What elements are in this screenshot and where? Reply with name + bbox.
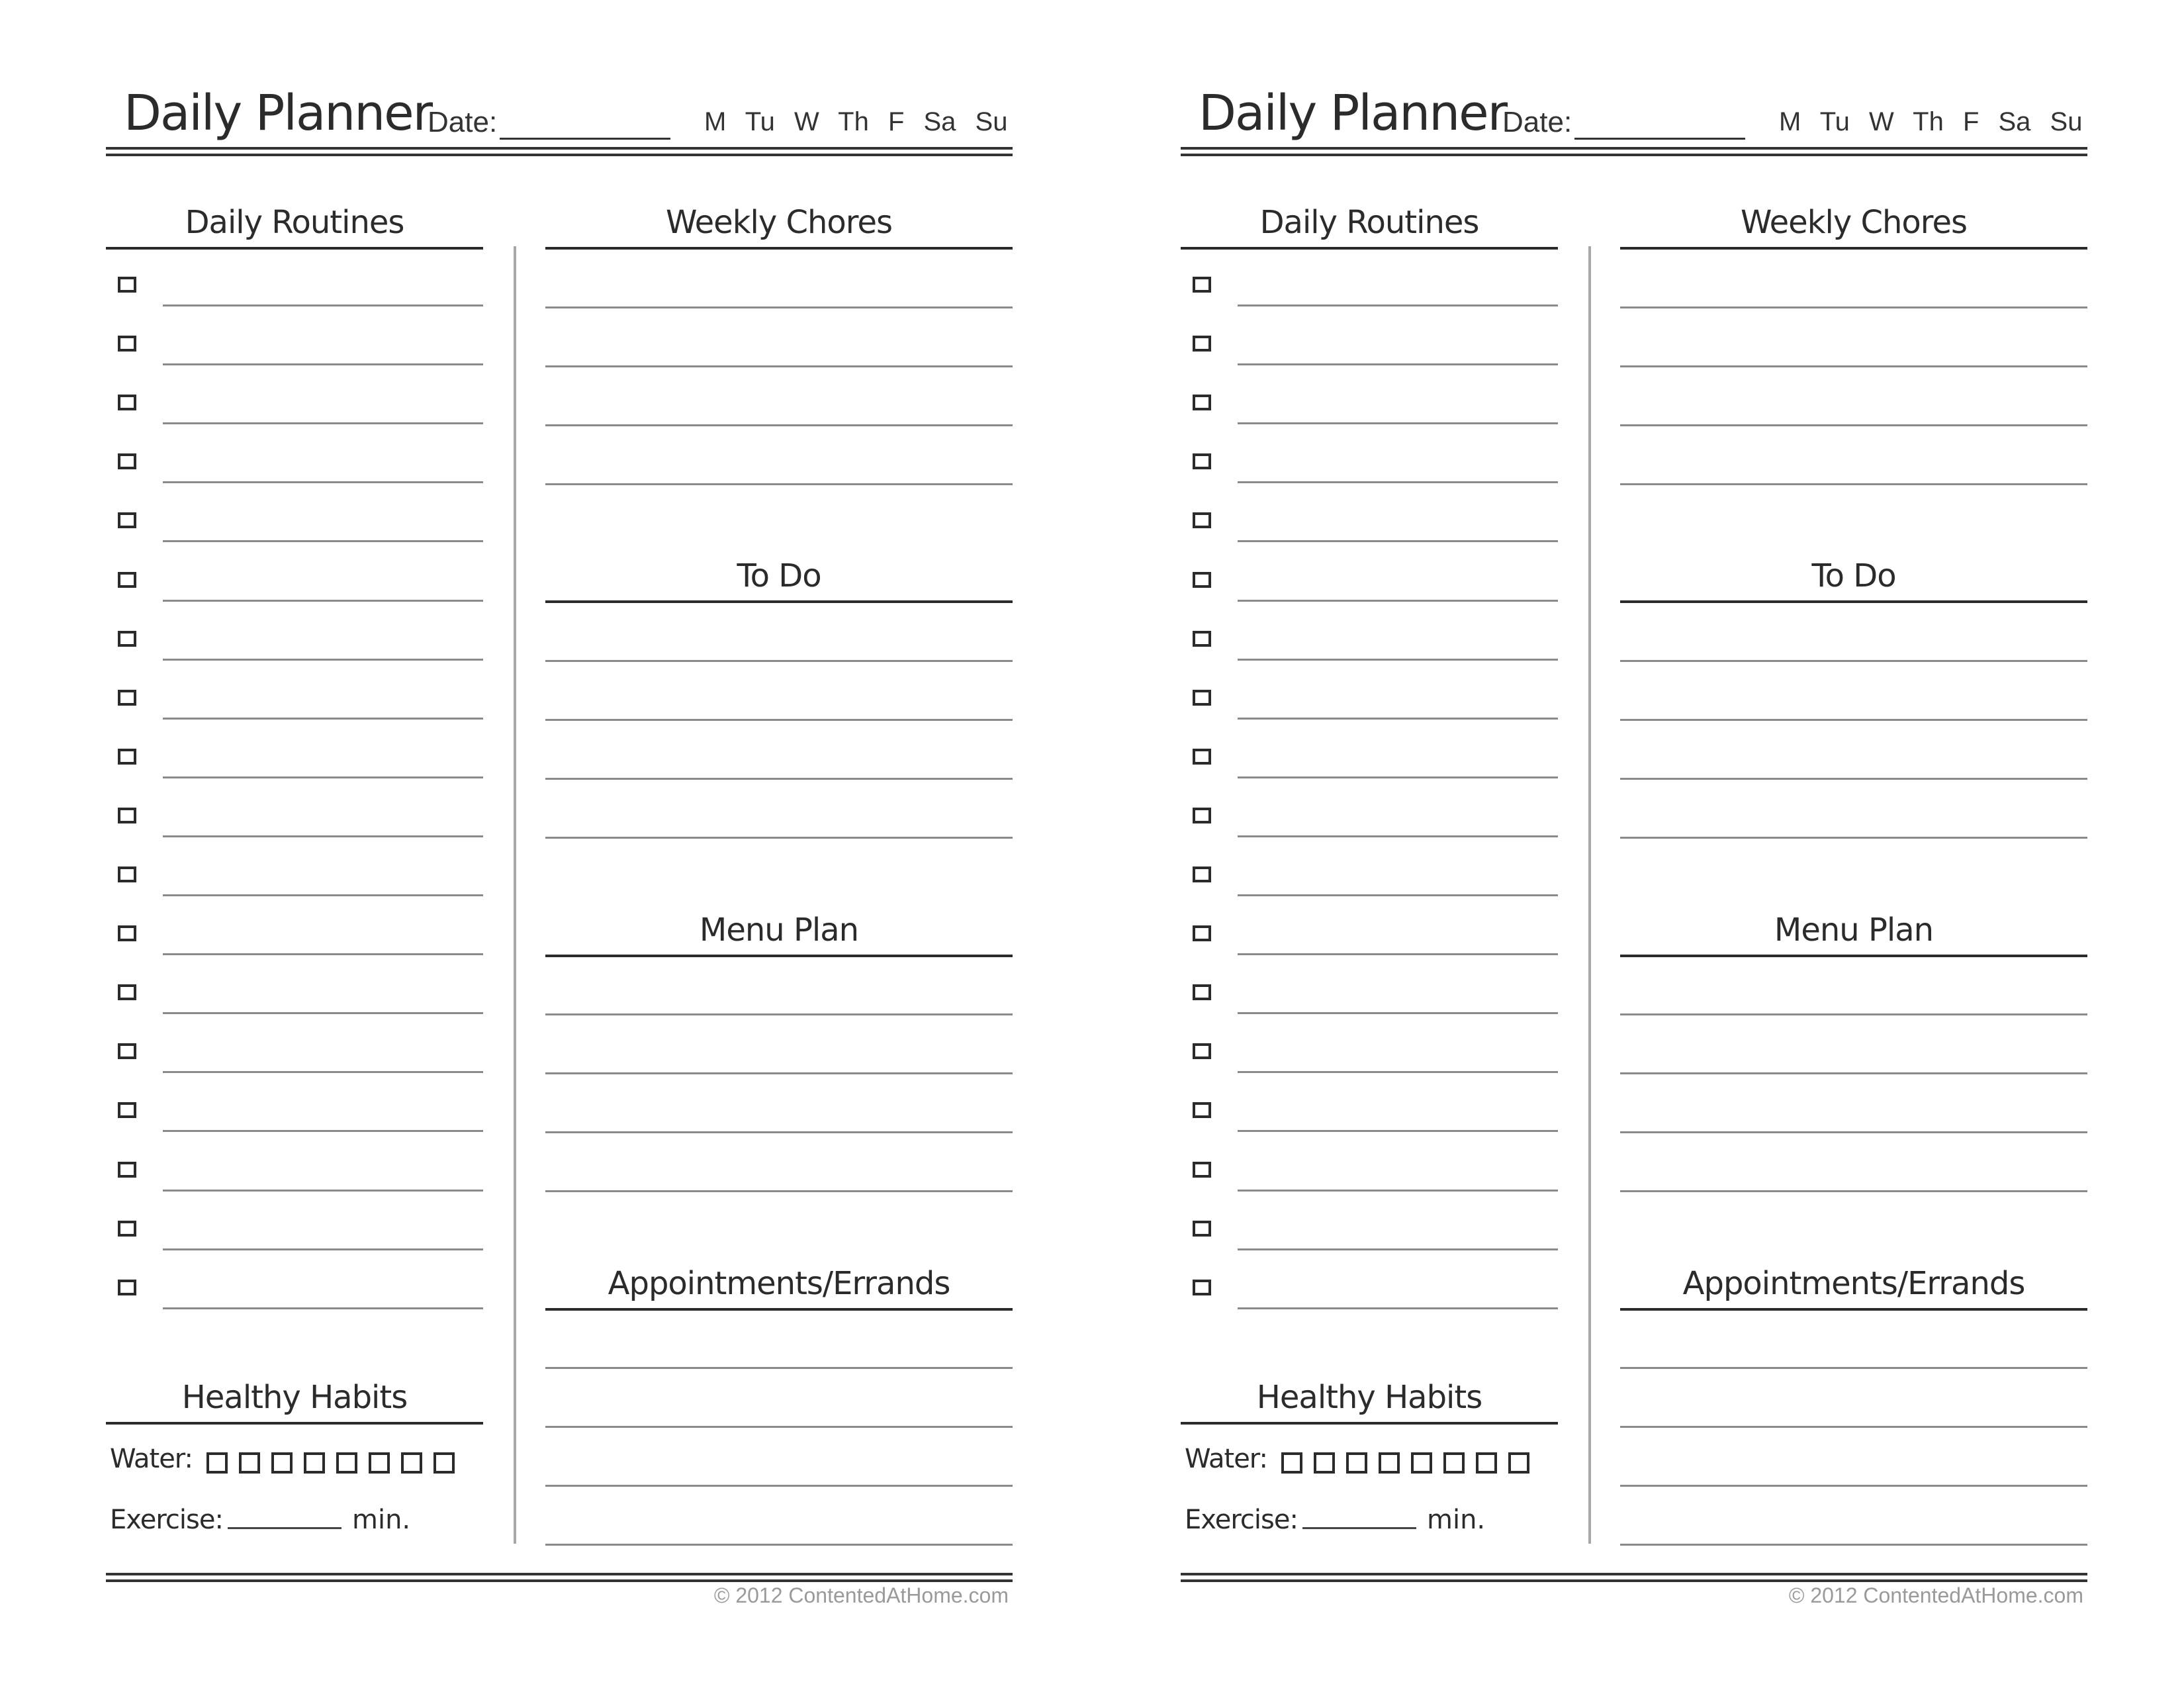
routine-line[interactable] (1238, 953, 1558, 955)
exercise-label: Exercise: (1185, 1505, 1298, 1535)
entry-line[interactable] (545, 1190, 1013, 1192)
copyright-text: © 2012 ContentedAtHome.com (713, 1583, 1009, 1607)
routine-line[interactable] (1238, 1130, 1558, 1132)
water-glass-checkbox[interactable] (1508, 1452, 1529, 1474)
routine-checkbox[interactable] (118, 1162, 136, 1178)
entry-line[interactable] (545, 483, 1013, 485)
routine-checkbox[interactable] (1193, 867, 1211, 882)
routine-line[interactable] (163, 481, 483, 483)
daily-routines-rule (1181, 247, 1558, 250)
header-rule (106, 147, 1013, 150)
entry-line[interactable] (545, 1072, 1013, 1074)
routine-line[interactable] (1238, 776, 1558, 778)
water-glass-checkbox[interactable] (433, 1452, 455, 1474)
water-glass-checkbox[interactable] (1379, 1452, 1400, 1474)
routine-line[interactable] (1238, 1071, 1558, 1073)
routine-line[interactable] (163, 1012, 483, 1014)
entry-line[interactable] (545, 778, 1013, 780)
routine-checkbox[interactable] (1193, 512, 1211, 528)
appointments-rule (545, 1308, 1013, 1311)
routine-checkbox[interactable] (1193, 1221, 1211, 1237)
exercise-minutes-field[interactable] (228, 1527, 341, 1529)
daily-routines-title: Daily Routines (1259, 204, 1479, 241)
column-divider (514, 246, 516, 1544)
entry-line[interactable] (545, 719, 1013, 721)
routine-line[interactable] (163, 894, 483, 896)
entry-line[interactable] (1620, 306, 2087, 308)
entry-line[interactable] (1620, 719, 2087, 721)
routine-line[interactable] (163, 659, 483, 661)
routine-checkbox[interactable] (118, 631, 136, 647)
routine-line[interactable] (1238, 1248, 1558, 1250)
entry-line[interactable] (545, 837, 1013, 839)
planner-header (1181, 85, 2087, 144)
routine-line[interactable] (1238, 540, 1558, 542)
entry-line[interactable] (545, 660, 1013, 662)
routine-checkbox[interactable] (118, 925, 136, 941)
routine-checkbox[interactable] (118, 512, 136, 528)
appointments-title: Appointments/Errands (1682, 1265, 2025, 1302)
entry-line[interactable] (1620, 1544, 2087, 1546)
water-glass-checkbox[interactable] (336, 1452, 357, 1474)
routine-line[interactable] (163, 718, 483, 720)
water-glass-checkbox[interactable] (1476, 1452, 1497, 1474)
copyright-text: © 2012 ContentedAtHome.com (1788, 1583, 2083, 1607)
healthy-habits-rule (106, 1422, 483, 1425)
routine-checkbox[interactable] (1193, 336, 1211, 352)
routine-line[interactable] (1238, 600, 1558, 602)
entry-line[interactable] (545, 365, 1013, 367)
footer-rule (106, 1573, 1013, 1575)
routine-line[interactable] (163, 422, 483, 424)
routine-line[interactable] (163, 600, 483, 602)
planner-page-right (1181, 0, 2087, 1688)
healthy-habits-title: Healthy Habits (181, 1379, 408, 1416)
menu-plan-rule (1620, 955, 2087, 957)
routine-checkbox[interactable] (1193, 631, 1211, 647)
date-label: Date: (428, 106, 498, 138)
water-glass-checkbox[interactable] (1443, 1452, 1465, 1474)
routine-checkbox[interactable] (118, 984, 136, 1000)
routine-line[interactable] (1238, 305, 1558, 306)
routine-checkbox[interactable] (1193, 277, 1211, 293)
routine-line[interactable] (1238, 363, 1558, 365)
routine-line[interactable] (163, 1248, 483, 1250)
water-glass-checkbox[interactable] (1411, 1452, 1432, 1474)
routine-line[interactable] (163, 1130, 483, 1132)
weekly-chores-title: Weekly Chores (1740, 204, 1968, 241)
routine-checkbox[interactable] (1193, 690, 1211, 706)
routine-line[interactable] (163, 953, 483, 955)
menu-plan-title: Menu Plan (699, 912, 859, 949)
date-label: Date: (1502, 106, 1572, 138)
routine-line[interactable] (163, 305, 483, 306)
water-glass-checkbox[interactable] (239, 1452, 260, 1474)
routine-checkbox[interactable] (1193, 984, 1211, 1000)
water-glass-checkbox[interactable] (401, 1452, 422, 1474)
routine-line[interactable] (1238, 718, 1558, 720)
routine-checkbox[interactable] (118, 808, 136, 823)
daily-routines-rule (106, 247, 483, 250)
entry-line[interactable] (545, 1013, 1013, 1015)
entry-line[interactable] (1620, 1013, 2087, 1015)
water-glass-checkbox[interactable] (304, 1452, 325, 1474)
column-divider (1588, 246, 1591, 1544)
water-glass-checkbox[interactable] (1281, 1452, 1302, 1474)
minutes-label: min. (352, 1505, 411, 1535)
routine-checkbox[interactable] (1193, 808, 1211, 823)
routine-checkbox[interactable] (118, 1043, 136, 1059)
weekday-selector[interactable]: M Tu W Th F Sa Su (704, 107, 1008, 136)
entry-line[interactable] (1620, 483, 2087, 485)
healthy-habits-rule (1181, 1422, 1558, 1425)
routine-line[interactable] (163, 1071, 483, 1073)
entry-line[interactable] (1620, 1131, 2087, 1133)
water-glass-checkbox[interactable] (369, 1452, 390, 1474)
exercise-minutes-field[interactable] (1302, 1527, 1416, 1529)
weekly-chores-rule (545, 247, 1013, 250)
entry-line[interactable] (1620, 1485, 2087, 1487)
planner-header (106, 85, 1013, 144)
routine-checkbox[interactable] (118, 395, 136, 410)
entry-line[interactable] (1620, 1367, 2087, 1369)
routine-line[interactable] (1238, 894, 1558, 896)
entry-line[interactable] (1620, 778, 2087, 780)
to-do-title: To Do (737, 557, 821, 594)
routine-checkbox[interactable] (118, 690, 136, 706)
water-glass-checkbox[interactable] (1346, 1452, 1367, 1474)
entry-line[interactable] (1620, 660, 2087, 662)
entry-line[interactable] (1620, 424, 2087, 426)
routine-checkbox[interactable] (1193, 925, 1211, 941)
minutes-label: min. (1427, 1505, 1486, 1535)
routine-line[interactable] (1238, 835, 1558, 837)
routine-line[interactable] (1238, 659, 1558, 661)
menu-plan-title: Menu Plan (1774, 912, 1934, 949)
to-do-title: To Do (1811, 557, 1896, 594)
routine-checkbox[interactable] (118, 453, 136, 469)
routine-checkbox[interactable] (118, 749, 136, 765)
healthy-habits-title: Healthy Habits (1256, 1379, 1482, 1416)
to-do-rule (1620, 600, 2087, 603)
routine-line[interactable] (163, 835, 483, 837)
page-title: Daily Planner (1199, 85, 1507, 142)
routine-line[interactable] (163, 1307, 483, 1309)
routine-checkbox[interactable] (1193, 1162, 1211, 1178)
routine-line[interactable] (163, 363, 483, 365)
routine-checkbox[interactable] (118, 867, 136, 882)
entry-line[interactable] (1620, 837, 2087, 839)
routine-checkbox[interactable] (118, 1102, 136, 1118)
routine-checkbox[interactable] (1193, 1102, 1211, 1118)
routine-checkbox[interactable] (118, 336, 136, 352)
routine-line[interactable] (1238, 481, 1558, 483)
entry-line[interactable] (545, 1544, 1013, 1546)
weekly-chores-title: Weekly Chores (665, 204, 893, 241)
entry-line[interactable] (1620, 1426, 2087, 1428)
daily-routines-title: Daily Routines (185, 204, 404, 241)
entry-line[interactable] (545, 1367, 1013, 1369)
routine-line[interactable] (1238, 422, 1558, 424)
entry-line[interactable] (1620, 1072, 2087, 1074)
exercise-label: Exercise: (110, 1505, 223, 1535)
entry-line[interactable] (545, 1426, 1013, 1428)
entry-line[interactable] (545, 306, 1013, 308)
routine-checkbox[interactable] (118, 1221, 136, 1237)
water-label: Water: (110, 1444, 193, 1474)
routine-line[interactable] (1238, 1190, 1558, 1192)
date-field[interactable] (1574, 138, 1745, 140)
appointments-title: Appointments/Errands (608, 1265, 950, 1302)
menu-plan-rule (545, 955, 1013, 957)
date-field[interactable] (500, 138, 670, 140)
footer-rule (1181, 1573, 2087, 1575)
routine-checkbox[interactable] (118, 1280, 136, 1295)
water-glass-checkbox[interactable] (1314, 1452, 1335, 1474)
routine-line[interactable] (163, 540, 483, 542)
routine-line[interactable] (1238, 1012, 1558, 1014)
water-glass-checkbox[interactable] (206, 1452, 228, 1474)
to-do-rule (545, 600, 1013, 603)
header-rule (1181, 147, 2087, 150)
routine-checkbox[interactable] (118, 572, 136, 588)
appointments-rule (1620, 1308, 2087, 1311)
routine-checkbox[interactable] (1193, 453, 1211, 469)
weekly-chores-rule (1620, 247, 2087, 250)
routine-line[interactable] (1238, 1307, 1558, 1309)
entry-line[interactable] (1620, 1190, 2087, 1192)
water-glass-checkbox[interactable] (271, 1452, 293, 1474)
entry-line[interactable] (1620, 365, 2087, 367)
page-title: Daily Planner (124, 85, 432, 142)
routine-line[interactable] (163, 1190, 483, 1192)
routine-checkbox[interactable] (1193, 1043, 1211, 1059)
weekday-selector[interactable]: M Tu W Th F Sa Su (1779, 107, 2083, 136)
entry-line[interactable] (545, 1131, 1013, 1133)
planner-page-left (106, 0, 1013, 1688)
routine-checkbox[interactable] (1193, 749, 1211, 765)
routine-checkbox[interactable] (118, 277, 136, 293)
routine-checkbox[interactable] (1193, 1280, 1211, 1295)
routine-line[interactable] (163, 776, 483, 778)
routine-checkbox[interactable] (1193, 395, 1211, 410)
entry-line[interactable] (545, 424, 1013, 426)
water-label: Water: (1185, 1444, 1268, 1474)
entry-line[interactable] (545, 1485, 1013, 1487)
routine-checkbox[interactable] (1193, 572, 1211, 588)
